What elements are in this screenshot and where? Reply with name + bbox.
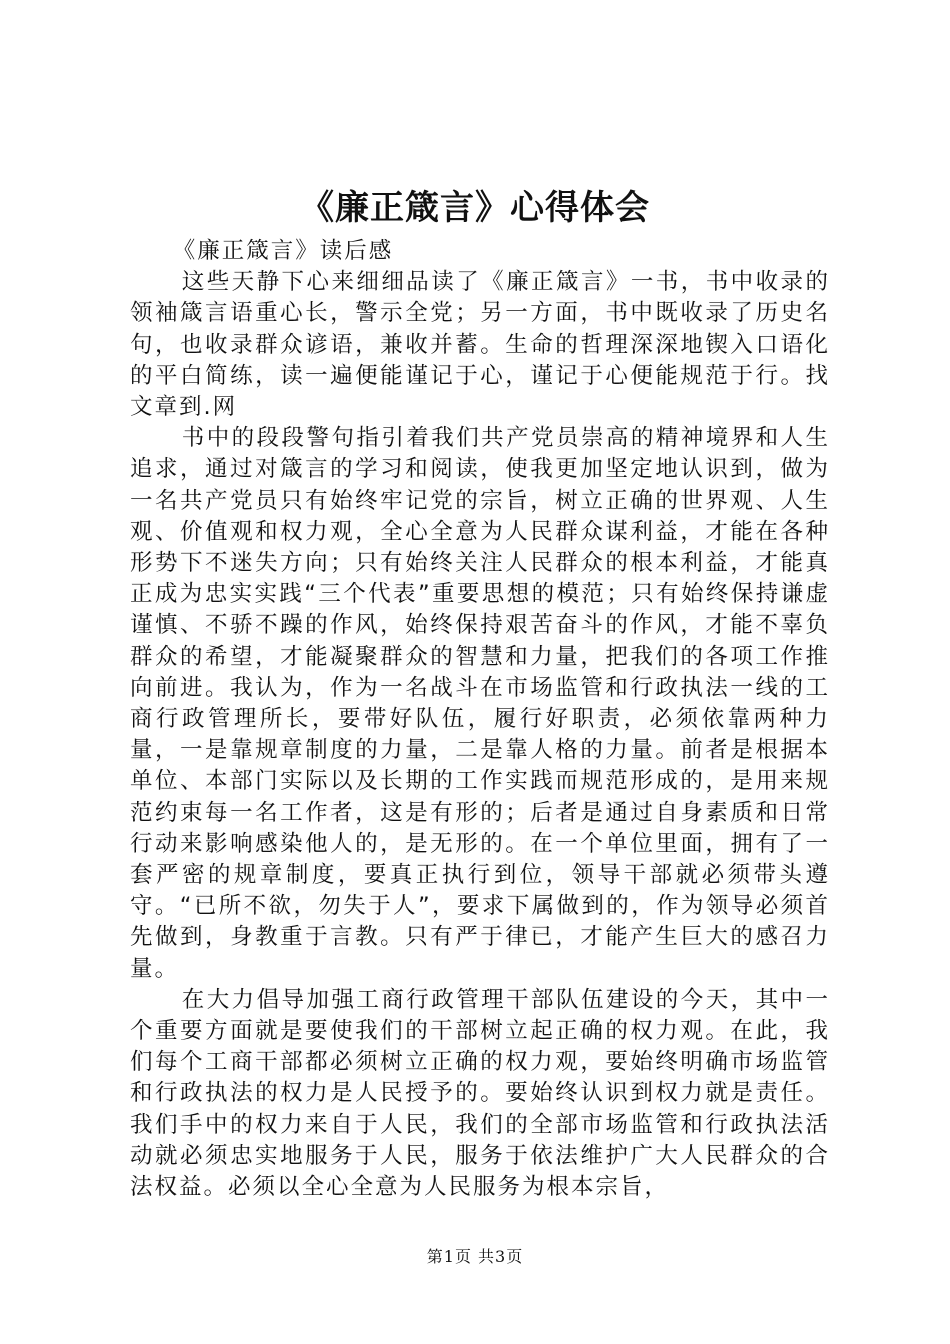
document-title: 《廉正箴言》心得体会 — [300, 188, 650, 228]
paragraph-1: 这些天静下心来细细品读了《廉正箴言》一书，书中收录的领袖箴言语重心长，警示全党；另一方面，书中既收录了历史名句，也收录群众谚语，兼收并蓄。生命的哲理深深地锲入口语化的平白简练，读一遍便能谨记于心，谨记于心便能规范于行。找文章到.网 — [130, 269, 830, 421]
page-number-footer: 第1页 共3页 — [426, 1247, 524, 1266]
document-subtitle: 《廉正箴言》读后感 — [172, 238, 394, 264]
document-body — [130, 236, 830, 1203]
paragraph-3: 在大力倡导加强工商行政管理干部队伍建设的今天，其中一个重要方面就是要使我们的干部树立起正确的权力观。在此，我们每个工商干部都必须树立正确的权力观，要始终明确市场监管和行政执法的权力是人民授予的。要始终认识到权力就是责任。我们手中的权力来自于人民，我们的全部市场监管和行政执法活动就必须忠实地服务于人民，服务于依法维护广大人民群众的合法权益。必须以全心全意为人民服务为根本宗旨， — [130, 986, 830, 1201]
paragraph-2: 书中的段段警句指引着我们共产党员崇高的精神境界和人生追求，通过对箴言的学习和阅读，使我更加坚定地认识到，做为一名共产党员只有始终牢记党的宗旨，树立正确的世界观、人生观、价值观和权力观，全心全意为人民群众谋利益，才能在各种形势下不迷失方向；只有始终关注人民群众的根本利益，才能真正成为忠实实践“三个代表”重要思想的模范；只有始终保持谦虚谨慎、不骄不躁的作风，始终保持艰苦奋斗的作风，才能不辜负群众的希望，才能凝聚群众的智慧和力量，把我们的各项工作推向前进。我认为，作为一名战斗在市场监管和行政执法一线的工商行政管理所长，要带好队伍，履行好职责，必须依靠两种力量，一是靠规章制度的力量，二是靠人格的力量。前者是根据本单位、本部门实际以及长期的工作实践而规范形成的，是用来规范约束每一名工作者，这是有形的；后者是通过自身素质和日常行动来影响感染他人的，是无形的。在一个单位里面，拥有了一套严密的规章制度，要真正执行到位，领导干部就必须带头遵守。“已所不欲，勿失于人”，要求下属做到的，作为领导必须首先做到，身教重于言教。只有严于律已，才能产生巨大的感召力量。 — [130, 425, 830, 982]
